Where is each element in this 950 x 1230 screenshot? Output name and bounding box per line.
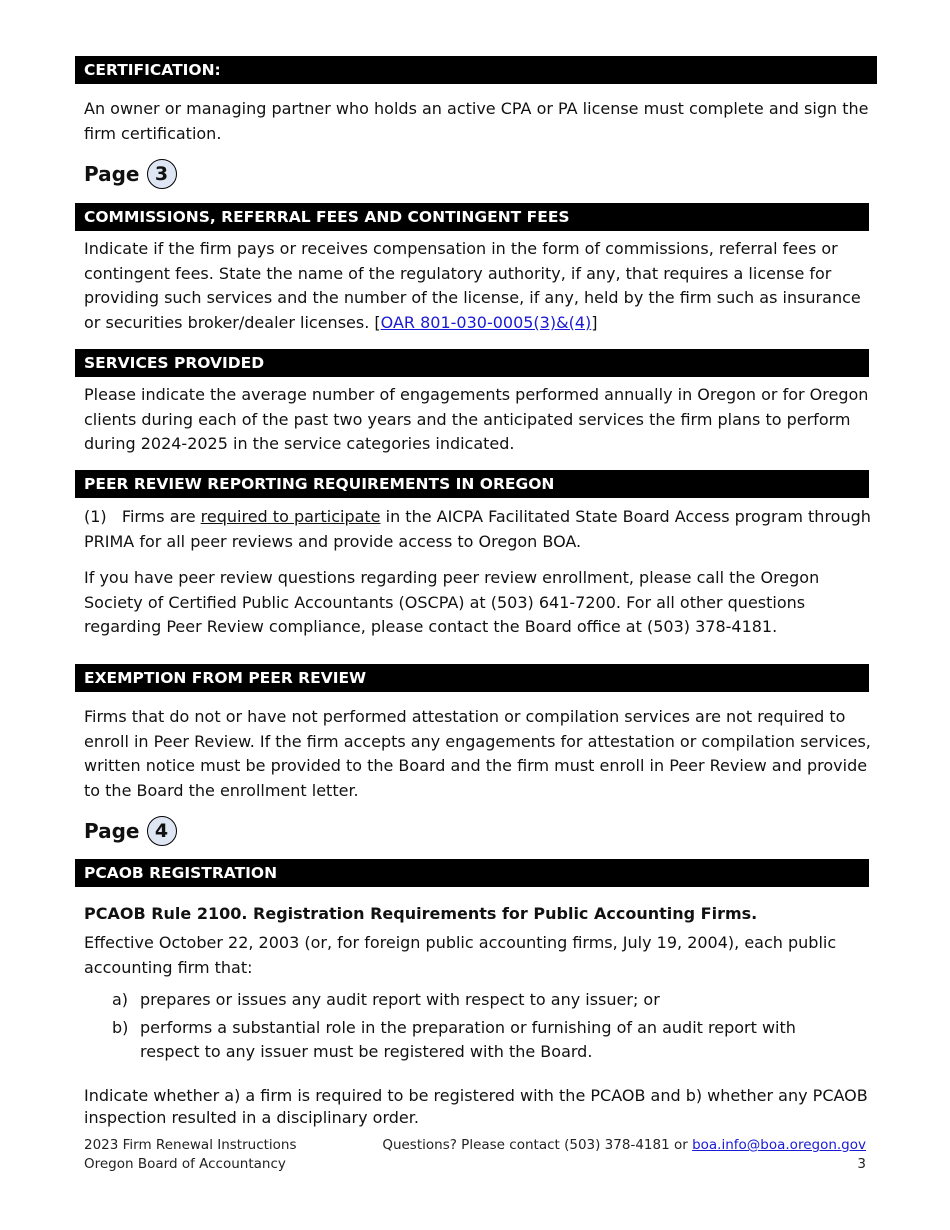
peer-review-item-prefix: (1) Firms are [84, 507, 201, 526]
commissions-text [84, 237, 874, 335]
page-number-circle: 4 [147, 816, 177, 846]
footer-right [382, 1136, 866, 1174]
commissions-body: Indicate if the firm pays or receives compensation in the form of commissions, referral fees or contingent fees. State the name of the regulatory authority, if any, that requires a license for providing such services and the number of the license, if any, held by the firm such as insurance or securities broker/dealer licenses. [84, 239, 861, 332]
pcaob-intro: Effective October 22, 2003 (or, for foreign public accounting firms, July 19, 2004), each public accounting firm that: [84, 933, 837, 977]
services-header: SERVICES PROVIDED [75, 349, 869, 377]
list-marker: a) [112, 990, 129, 1009]
services-text: Please indicate the average number of engagements performed annually in Oregon or for Oregon clients during each of the past two years and the anticipated services the firm plans to perform during 2024-2025 in the service categories indicated. [84, 385, 869, 454]
bracket-close: ] [591, 312, 598, 332]
commissions-header: COMMISSIONS, REFERRAL FEES AND CONTINGENT FEES [75, 203, 869, 231]
certification-text: An owner or managing partner who holds an active CPA or PA license must complete and sign the firm certification. [84, 99, 869, 143]
pcaob-closing: Indicate whether a) a firm is required to be registered with the PCAOB and b) whether any PCAOB inspection resulted in a disciplinary order. [84, 1086, 868, 1127]
page-3-label [84, 159, 177, 189]
page-4-label [84, 816, 177, 846]
email-link[interactable]: boa.info@boa.oregon.gov [692, 1137, 866, 1153]
exemption-text: Firms that do not or have not performed attestation or compilation services are not required to enroll in Peer Review. If the firm accepts any engagements for attestation or compilation services, written notice must be provided to the Board and the firm must enroll in Peer Review and provide to the Board the enrollment letter. [84, 707, 871, 800]
list-text: prepares or issues any audit report with respect to any issuer; or [140, 990, 660, 1009]
peer-review-header: PEER REVIEW REPORTING REQUIREMENTS IN OREGON [75, 470, 869, 498]
pcaob-rule-title: PCAOB Rule 2100. Registration Requirements for Public Accounting Firms. [84, 904, 758, 923]
list-text: performs a substantial role in the preparation or furnishing of an audit report with respect to any issuer must be registered with the Board. [140, 1018, 796, 1061]
required-to-participate: required to participate [200, 507, 381, 526]
page-number-circle: 3 [147, 159, 177, 189]
bracket-open: [ [374, 312, 381, 332]
page-label-text: Page [84, 162, 140, 186]
list-item [112, 988, 852, 1012]
list-marker: b) [112, 1018, 129, 1037]
oar-link[interactable]: OAR 801-030-0005(3)&(4) [380, 312, 592, 332]
footer-contact [382, 1136, 866, 1155]
certification-header: CERTIFICATION: [75, 56, 877, 84]
footer-left [84, 1136, 297, 1174]
footer-doc-title: 2023 Firm Renewal Instructions [84, 1137, 297, 1153]
peer-review-item-suffix: in the AICPA Facilitated State Board Access program through PRIMA for all peer reviews and provide access to Oregon BOA. [84, 507, 871, 551]
footer-page-number: 3 [857, 1156, 866, 1172]
page-label-text: Page [84, 819, 140, 843]
peer-review-item-1 [84, 505, 874, 554]
peer-review-contact: If you have peer review questions regarding peer review enrollment, please call the Oregon Society of Certified Public Accountants (OSCPA) at (503) 641-7200. For all other questions regarding Peer Review compliance, please contact the Board office at (503) 378-4181. [84, 568, 820, 637]
footer-contact-text: Questions? Please contact (503) 378-4181 or [382, 1137, 693, 1153]
footer-org: Oregon Board of Accountancy [84, 1156, 286, 1172]
exemption-header: EXEMPTION FROM PEER REVIEW [75, 664, 869, 692]
pcaob-header: PCAOB REGISTRATION [75, 859, 869, 887]
list-item [112, 1016, 852, 1064]
